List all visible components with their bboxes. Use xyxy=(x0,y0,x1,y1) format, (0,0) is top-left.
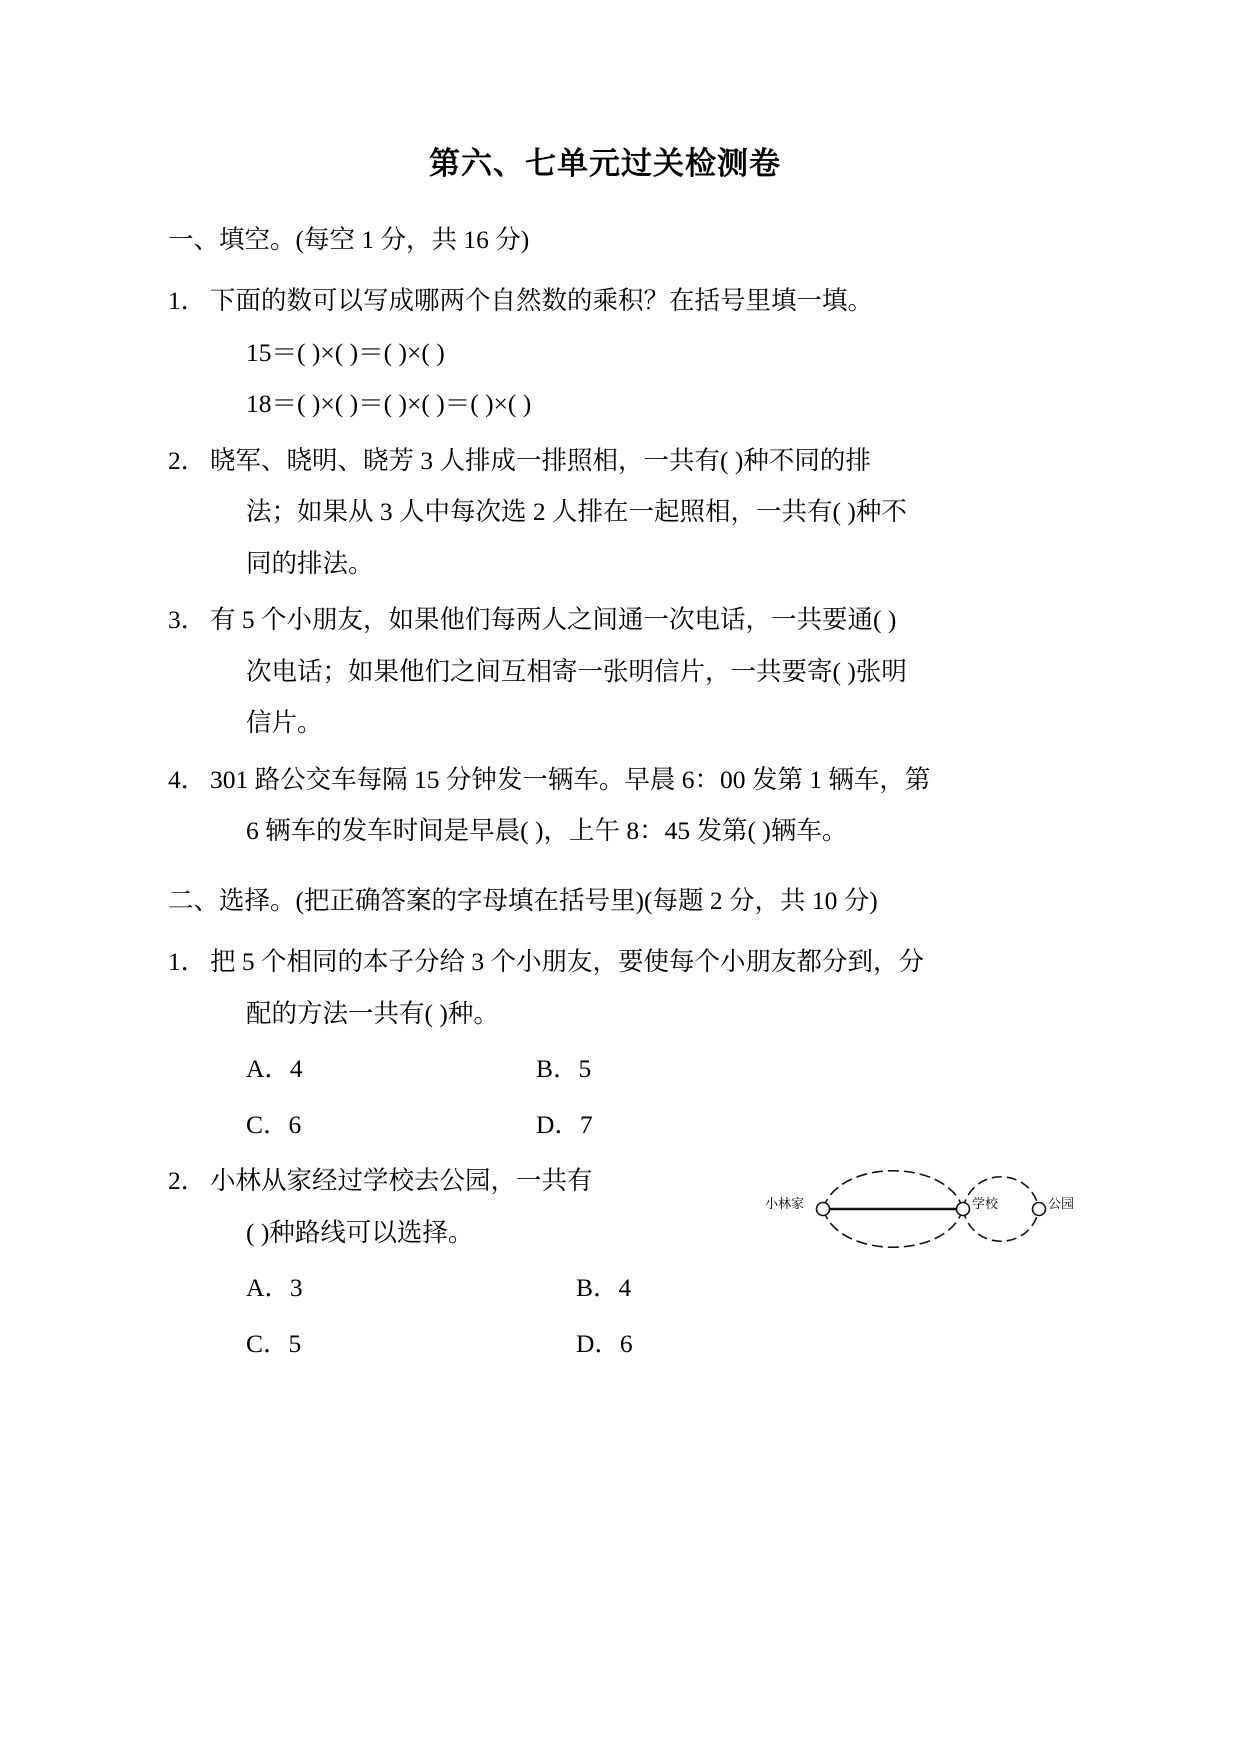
question-2-2 xyxy=(168,1168,1075,1356)
question-body xyxy=(210,288,1075,417)
option-c[interactable]: C．5 xyxy=(246,1328,302,1358)
question-number: 4． xyxy=(168,764,207,794)
node-label-school: 学校 xyxy=(972,1197,999,1213)
question-line[interactable]: 配的方法一共有( )种。 xyxy=(246,998,499,1028)
node-label-home: 小林家 xyxy=(765,1197,805,1213)
node-label-park: 公园 xyxy=(1048,1197,1075,1213)
question-line[interactable]: ( )种路线可以选择。 xyxy=(246,1217,474,1247)
node-home-marker xyxy=(817,1203,830,1216)
page-title: 第六、七单元过关检测卷 xyxy=(429,146,781,182)
question-1-2 xyxy=(168,445,1075,578)
option-row xyxy=(210,1275,1075,1301)
question-number: 3． xyxy=(168,605,207,635)
question-line[interactable]: 次电话；如果他们之间互相寄一张明信片，一共要寄( )张明 xyxy=(246,656,907,686)
question-line[interactable]: 晓军、晓明、晓芳 3 人排成一排照相，一共有( )种不同的排 xyxy=(210,445,871,475)
question-number: 1． xyxy=(168,286,207,316)
equation-line-15[interactable]: 15＝( )×( )＝( )×( ) xyxy=(246,337,445,367)
question-line: 小林从家经过学校去公园，一共有 xyxy=(210,1166,593,1196)
option-row xyxy=(210,1328,1075,1358)
option-d[interactable]: D．7 xyxy=(536,1109,593,1139)
option-b[interactable]: B．4 xyxy=(576,1273,632,1303)
option-row xyxy=(210,1056,1075,1082)
question-2-1 xyxy=(168,949,1075,1137)
section-heading-multiple-choice: 二、选择。(把正确答案的字母填在括号里)(每题 2 分，共 10 分) xyxy=(168,885,878,915)
path-home-school-lower xyxy=(823,1209,963,1247)
question-body xyxy=(210,949,1075,1137)
question-body xyxy=(210,445,1075,578)
question-body xyxy=(210,607,1075,736)
question-number: 1． xyxy=(168,947,207,977)
question-body xyxy=(210,764,1075,846)
option-b[interactable]: B．5 xyxy=(536,1054,592,1084)
option-d[interactable]: D．6 xyxy=(576,1328,633,1358)
question-number: 2． xyxy=(168,445,207,475)
option-a[interactable]: A．4 xyxy=(246,1054,303,1084)
question-1-1 xyxy=(168,288,1075,417)
question-1-3 xyxy=(168,607,1075,736)
question-1-4 xyxy=(168,764,1075,846)
question-line: 301 路公交车每隔 15 分钟发一辆车。早晨 6：00 发第 1 辆车，第 xyxy=(210,764,931,794)
question-line[interactable]: 6 辆车的发车时间是早晨( )，上午 8：45 发第( )辆车。 xyxy=(246,816,848,846)
question-line: 把 5 个相同的本子分给 3 个小朋友，要使每个小朋友都分到，分 xyxy=(210,947,925,977)
question-line: 同的排法。 xyxy=(246,548,374,578)
node-school-marker xyxy=(957,1203,970,1216)
option-row xyxy=(210,1109,1075,1139)
question-stem: 下面的数可以写成哪两个自然数的乘积？在括号里填一填。 xyxy=(210,286,874,316)
question-line[interactable]: 法；如果从 3 人中每次选 2 人排在一起照相，一共有( )种不 xyxy=(246,497,907,527)
option-a[interactable]: A．3 xyxy=(246,1273,303,1303)
path-school-park-lower xyxy=(963,1209,1039,1241)
equation-line-18[interactable]: 18＝( )×( )＝( )×( )＝( )×( ) xyxy=(246,389,532,419)
path-home-school-upper xyxy=(823,1171,963,1209)
node-park-marker xyxy=(1033,1203,1046,1216)
route-diagram xyxy=(763,1154,1093,1264)
question-body xyxy=(210,1168,1075,1356)
option-c[interactable]: C．6 xyxy=(246,1109,302,1139)
page-content xyxy=(0,223,1240,1356)
question-line[interactable]: 有 5 个小朋友，如果他们每两人之间通一次电话，一共要通( ) xyxy=(210,605,897,635)
section-heading-fill-in-blank: 一、填空。(每空 1 分，共 16 分) xyxy=(168,225,530,254)
question-line: 信片。 xyxy=(246,708,323,738)
question-number: 2． xyxy=(168,1166,207,1196)
